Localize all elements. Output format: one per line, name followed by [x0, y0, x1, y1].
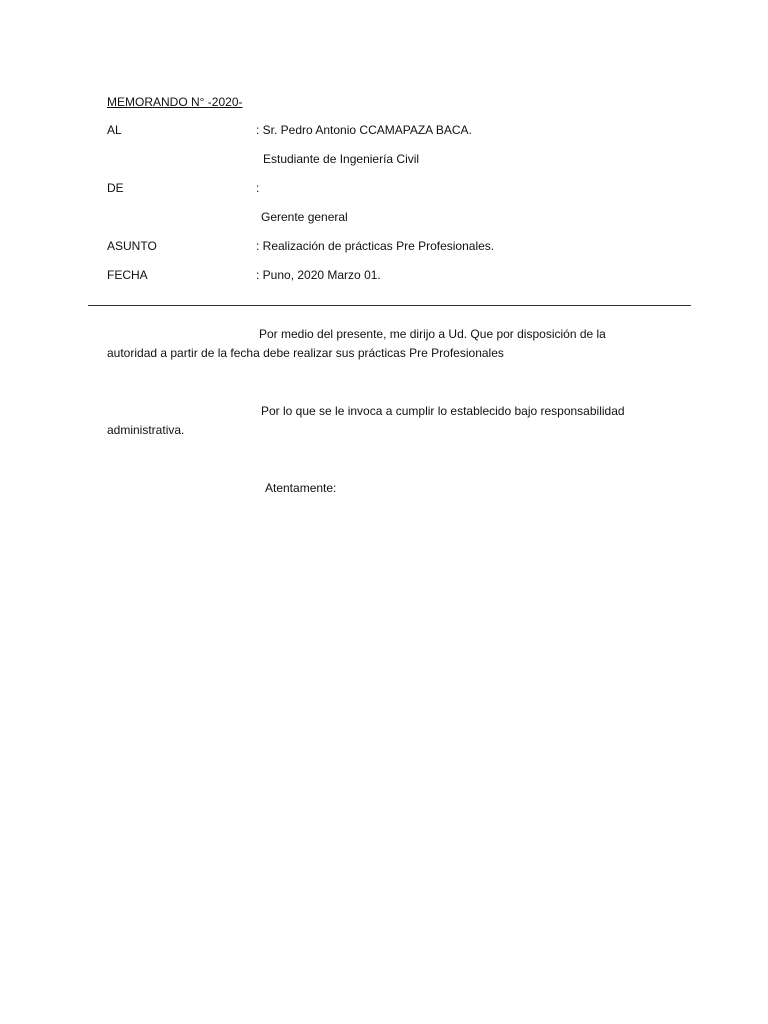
- body-paragraph-1-line-1: Por medio del presente, me dirijo a Ud. Que por disposición de la: [259, 327, 606, 341]
- body-paragraph-2-line-1: Por lo que se le invoca a cumplir lo establecido bajo responsabilidad: [261, 404, 625, 418]
- header-divider: [88, 305, 691, 306]
- field-label-fecha: FECHA: [107, 268, 148, 282]
- field-label-de: DE: [107, 181, 124, 195]
- closing-text: Atentamente:: [265, 481, 337, 495]
- field-value-al: : Sr. Pedro Antonio CCAMAPAZA BACA.: [256, 123, 472, 137]
- field-label-asunto: ASUNTO: [107, 239, 157, 253]
- field-value-de-role: Gerente general: [261, 210, 348, 224]
- field-value-de: :: [256, 181, 260, 195]
- body-paragraph-2-line-2: administrativa.: [107, 423, 185, 437]
- field-value-fecha: : Puno, 2020 Marzo 01.: [256, 268, 381, 282]
- field-label-al: AL: [107, 123, 122, 137]
- body-paragraph-1-line-2: autoridad a partir de la fecha debe realizar sus prácticas Pre Profesionales: [107, 346, 504, 360]
- field-value-asunto: : Realización de prácticas Pre Profesionales.: [256, 239, 495, 253]
- field-value-al-role: Estudiante de Ingeniería Civil: [263, 152, 420, 166]
- memo-title: MEMORANDO N° -2020-: [107, 95, 243, 109]
